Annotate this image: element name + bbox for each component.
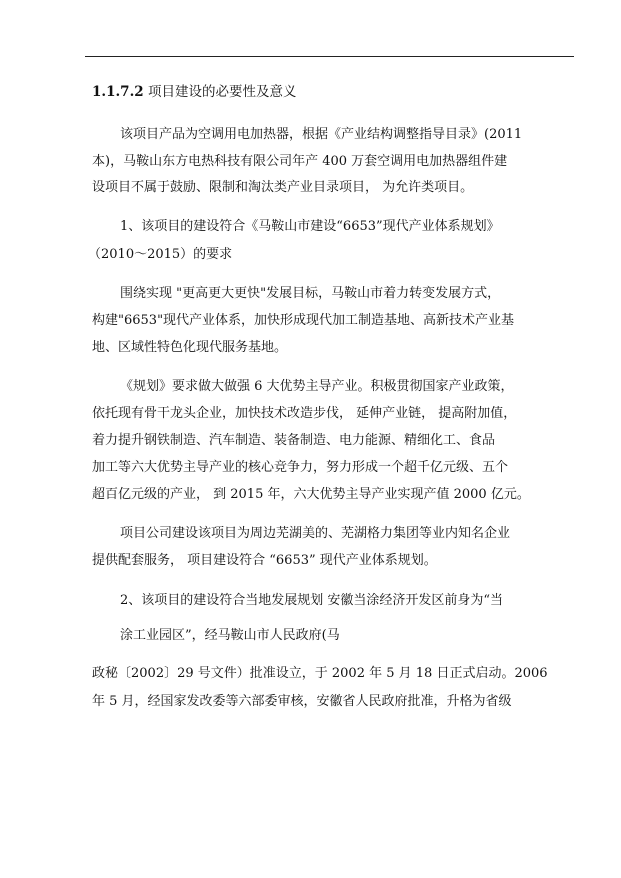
body-line-1: 该项目产品为空调用电加热器，根据《产业结构调整指导目录》(2011: [120, 127, 523, 142]
body-line-5: （2010～2015）的要求: [88, 247, 233, 262]
body-line-14: 项目公司建设该项目为周边芜湖美的、芜湖格力集团等业内知名企业: [120, 526, 511, 541]
header-rule: [85, 56, 574, 57]
body-line-4: 1、该项目的建设符合《马鞍山市建设“6653”现代产业体系规划》: [120, 219, 500, 234]
body-line-18: 政秘〔2002〕29 号文件）批准设立，于 2002 年 5 月 18 日正式启动。2006: [92, 666, 548, 681]
section-number: 1.1.7.2: [92, 84, 144, 100]
body-line-2: 本)，马鞍山东方电热科技有限公司年产 400 万套空调用电加热器组件建: [92, 154, 508, 169]
body-line-11: 着力提升钢铁制造、汽车制造、装备制造、电力能源、精细化工、食品: [92, 433, 496, 448]
body-line-3: 设项目不属于鼓励、限制和淘汰类产业目录项目， 为允许类项目。: [92, 180, 474, 195]
body-line-16: 2、该项目的建设符合当地发展规划 安徽当涂经济开发区前身为“当: [120, 593, 504, 608]
body-line-8: 地、区域性特色化现代服务基地。: [92, 340, 288, 355]
body-line-15: 提供配套服务， 项目建设符合 “6653” 现代产业体系规划。: [92, 553, 437, 568]
section-title: 项目建设的必要性及意义: [147, 84, 297, 100]
body-line-12: 加工等六大优势主导产业的核心竞争力，努力形成一个超千亿元级、五个: [92, 460, 509, 475]
body-line-13: 超百亿元级的产业， 到 2015 年，六大优势主导产业实现产值 2000 亿元。: [92, 487, 530, 502]
body-line-10: 依托现有骨干龙头企业，加快技术改造步伐， 延伸产业链， 提高附加值，: [92, 406, 517, 421]
body-line-7: 构建"6653"现代产业体系，加快形成现代加工制造基地、高新技术产业基: [92, 313, 515, 328]
body-line-9: 《规划》要求做大做强 6 大优势主导产业。积极贯彻国家产业政策，: [120, 379, 514, 394]
body-line-6: 围绕实现 "更高更大更快"发展目标，马鞍山市着力转变发展方式，: [120, 286, 501, 301]
body-line-19: 年 5 月，经国家发改委等六部委审核，安徽省人民政府批准，升格为省级: [92, 694, 512, 709]
body-line-17: 涂工业园区”，经马鞍山市人民政府(马: [120, 628, 340, 643]
section-heading: [92, 84, 296, 101]
